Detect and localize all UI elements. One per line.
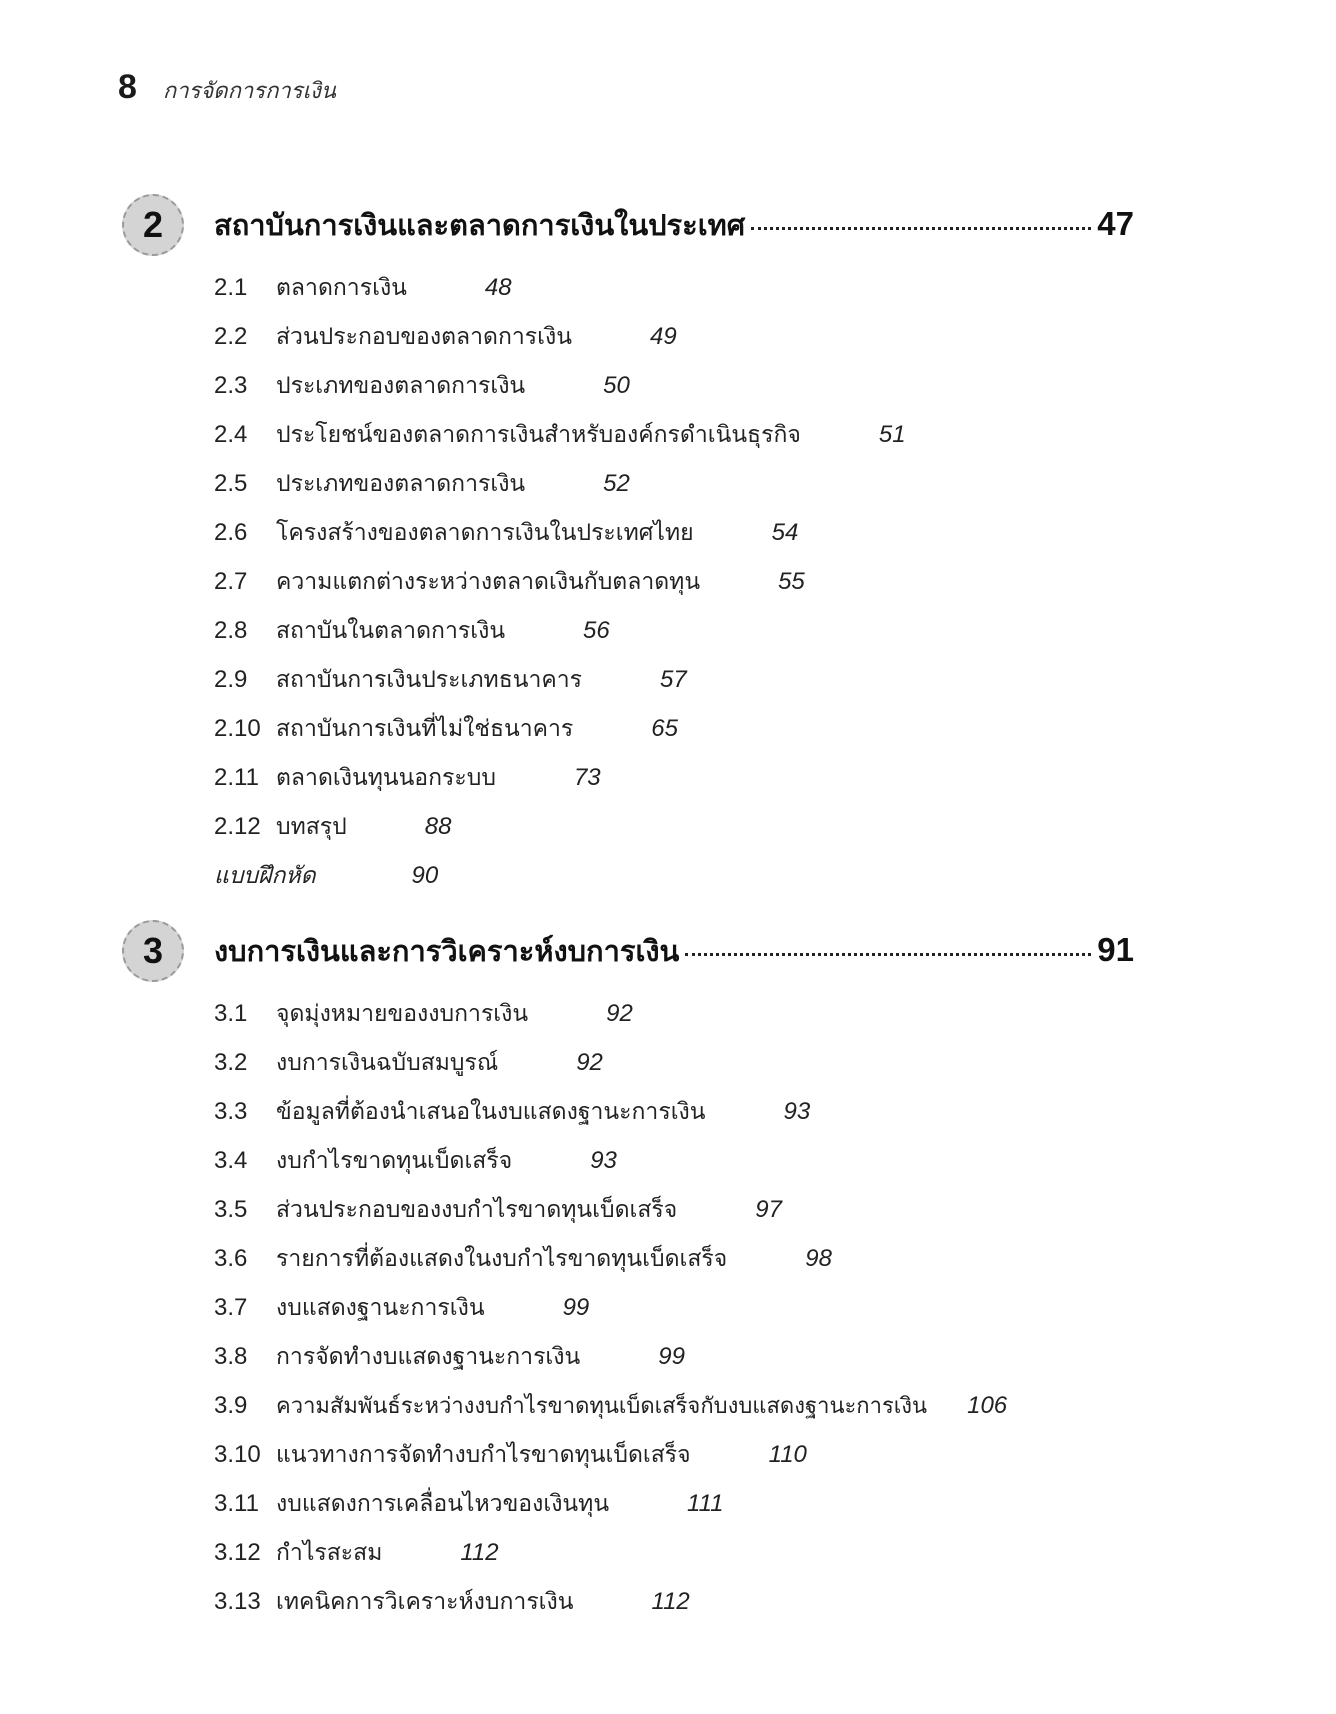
section-title: สถาบันในตลาดการเงิน: [276, 618, 506, 644]
section-page: 93: [783, 1098, 811, 1125]
section-title: ข้อมูลที่ต้องนำเสนอในงบแสดงฐานะการเงิน: [276, 1099, 706, 1125]
toc-entry[interactable]: [214, 1045, 603, 1081]
section-page: 97: [755, 1196, 782, 1223]
section-number: 2.4: [214, 421, 248, 448]
section-title: โครงสร้างของตลาดการเงินในประเทศไทย: [276, 520, 694, 546]
toc-entry[interactable]: [214, 368, 630, 404]
section-page: 98: [805, 1245, 832, 1272]
toc-entry[interactable]: [214, 613, 610, 649]
chapter-heading: [0, 194, 1336, 270]
section-title: ตลาดการเงิน: [276, 275, 407, 301]
section-page: 112: [460, 1539, 499, 1566]
section-title: สถาบันการเงินประเภทธนาคาร: [276, 667, 583, 693]
section-page: 57: [660, 666, 687, 693]
section-page: 49: [649, 323, 677, 350]
toc-entry[interactable]: [214, 760, 601, 796]
chapter-page-number: 91: [1097, 931, 1134, 968]
section-title: กำไรสะสม: [276, 1540, 383, 1566]
section-number: 2.10: [214, 715, 261, 742]
section-title: ความแตกต่างระหว่างตลาดเงินกับตลาดทุน: [276, 569, 701, 595]
chapter-title-row[interactable]: [214, 928, 1134, 974]
toc-entry[interactable]: [214, 319, 677, 355]
section-number: 3.3: [214, 1098, 248, 1125]
exercises-title: แบบฝึกหัด: [214, 863, 316, 889]
section-number: 2.11: [214, 764, 259, 791]
page-header: [118, 68, 336, 108]
chapter-3: [0, 920, 1336, 1615]
toc-entry[interactable]: [214, 1437, 807, 1473]
section-page: 50: [603, 372, 630, 399]
section-title: รายการที่ต้องแสดงในงบกำไรขาดทุนเบ็ดเสร็จ: [276, 1246, 728, 1272]
section-number: 2.5: [214, 470, 248, 497]
chapter-number-badge: 2: [122, 194, 184, 256]
section-number: 2.7: [214, 568, 248, 595]
section-title: จุดมุ่งหมายของงบการเงิน: [276, 1001, 529, 1027]
section-title: ประเภทของตลาดการเงิน: [276, 373, 526, 399]
section-title: ประเภทของตลาดการเงิน: [276, 471, 526, 497]
section-number: 3.13: [214, 1588, 261, 1615]
section-page: 65: [651, 715, 678, 742]
section-number: 3.8: [214, 1343, 248, 1370]
section-page: 99: [562, 1294, 590, 1321]
section-page: 73: [573, 764, 601, 791]
section-page: 106: [967, 1392, 1008, 1419]
chapter-title: สถาบันการเงินและตลาดการเงินในประเทศ: [214, 208, 746, 242]
section-title: งบการเงินฉบับสมบูรณ์: [276, 1050, 499, 1076]
section-number: 3.11: [214, 1490, 259, 1517]
section-number: 3.5: [214, 1196, 248, 1223]
section-page: 110: [768, 1441, 807, 1468]
section-number: 2.3: [214, 372, 248, 399]
section-number: 2.2: [214, 323, 248, 350]
section-number: 2.1: [214, 274, 248, 301]
section-number: 3.6: [214, 1245, 248, 1272]
section-title: สถาบันการเงินที่ไม่ใช่ธนาคาร: [276, 716, 574, 742]
toc-entry[interactable]: [214, 1486, 724, 1522]
toc-entry[interactable]: [214, 515, 798, 551]
section-number: 2.12: [214, 813, 261, 840]
section-title: แนวทางการจัดทำงบกำไรขาดทุนเบ็ดเสร็จ: [276, 1442, 691, 1468]
toc-entry[interactable]: [214, 1290, 589, 1326]
toc-entry[interactable]: [214, 1584, 690, 1620]
section-number: 3.10: [214, 1441, 261, 1468]
section-title: ส่วนประกอบของงบกำไรขาดทุนเบ็ดเสร็จ: [276, 1197, 678, 1223]
section-number: 3.7: [214, 1294, 248, 1321]
toc-entry[interactable]: [214, 711, 678, 747]
section-page: 48: [484, 274, 512, 301]
section-number: 3.1: [214, 1000, 248, 1027]
chapter-title-row[interactable]: [214, 202, 1134, 248]
chapter-page-number: 47: [1097, 205, 1134, 242]
toc-entry[interactable]: [214, 466, 630, 502]
chapter-2: [0, 194, 1336, 889]
chapter-heading: [0, 920, 1336, 996]
chapter-number-badge: 3: [122, 920, 184, 982]
section-page: 92: [576, 1049, 603, 1076]
section-title: บทสรุป: [276, 814, 347, 840]
section-number: 3.2: [214, 1049, 248, 1076]
toc-entry[interactable]: [214, 1143, 617, 1179]
section-page: 88: [424, 813, 452, 840]
toc-entry[interactable]: [214, 1339, 685, 1375]
section-page: 56: [583, 617, 610, 644]
toc-entry[interactable]: [214, 996, 633, 1032]
section-title: ความสัมพันธ์ระหว่างงบกำไรขาดทุนเบ็ดเสร็จกับงบแสดงฐานะการเงิน: [276, 1394, 928, 1419]
section-title: งบแสดงฐานะการเงิน: [276, 1295, 485, 1321]
chapter-title: งบการเงินและการวิเคราะห์งบการเงิน: [214, 934, 680, 968]
section-title: งบแสดงการเคลื่อนไหวของเงินทุน: [276, 1491, 610, 1517]
section-page: 99: [658, 1343, 685, 1370]
section-title: งบกำไรขาดทุนเบ็ดเสร็จ: [276, 1148, 513, 1174]
toc-entry-exercises[interactable]: [214, 858, 438, 894]
toc-entry[interactable]: [214, 1241, 832, 1277]
toc-entry[interactable]: [214, 417, 906, 453]
section-title: ตลาดเงินทุนนอกระบบ: [276, 765, 496, 791]
section-number: 2.8: [214, 617, 248, 644]
toc-entry[interactable]: [214, 1094, 810, 1130]
toc-entry[interactable]: [214, 1192, 782, 1228]
toc-entry[interactable]: [214, 270, 512, 306]
section-title: ส่วนประกอบของตลาดการเงิน: [276, 324, 572, 350]
section-page: 92: [606, 1000, 633, 1027]
section-number: 3.4: [214, 1147, 248, 1174]
toc-entry[interactable]: [214, 1535, 499, 1571]
toc-entry[interactable]: [214, 809, 451, 845]
section-number: 2.9: [214, 666, 248, 693]
section-page: 54: [771, 519, 799, 546]
section-number: 3.9: [214, 1392, 248, 1419]
toc-entry[interactable]: [214, 564, 805, 600]
section-title: เทคนิคการวิเคราะห์งบการเงิน: [276, 1589, 574, 1615]
page-number: 8: [118, 68, 137, 106]
section-page: 55: [778, 568, 805, 595]
section-page: 52: [603, 470, 630, 497]
dot-leader: [751, 227, 1091, 230]
dot-leader: [685, 953, 1091, 956]
toc-entry[interactable]: [214, 1388, 1007, 1423]
toc-entry[interactable]: [214, 662, 687, 698]
section-number: 3.12: [214, 1539, 261, 1566]
section-page: 112: [651, 1588, 690, 1615]
section-page: 90: [411, 862, 439, 889]
section-title: ประโยชน์ของตลาดการเงินสำหรับองค์กรดำเนินธุรกิจ: [276, 422, 801, 448]
section-page: 93: [590, 1147, 617, 1174]
running-title: การจัดการการเงิน: [162, 79, 336, 104]
section-page: 111: [687, 1490, 724, 1517]
section-title: การจัดทำงบแสดงฐานะการเงิน: [276, 1344, 581, 1370]
section-page: 51: [878, 421, 906, 448]
section-number: 2.6: [214, 519, 248, 546]
